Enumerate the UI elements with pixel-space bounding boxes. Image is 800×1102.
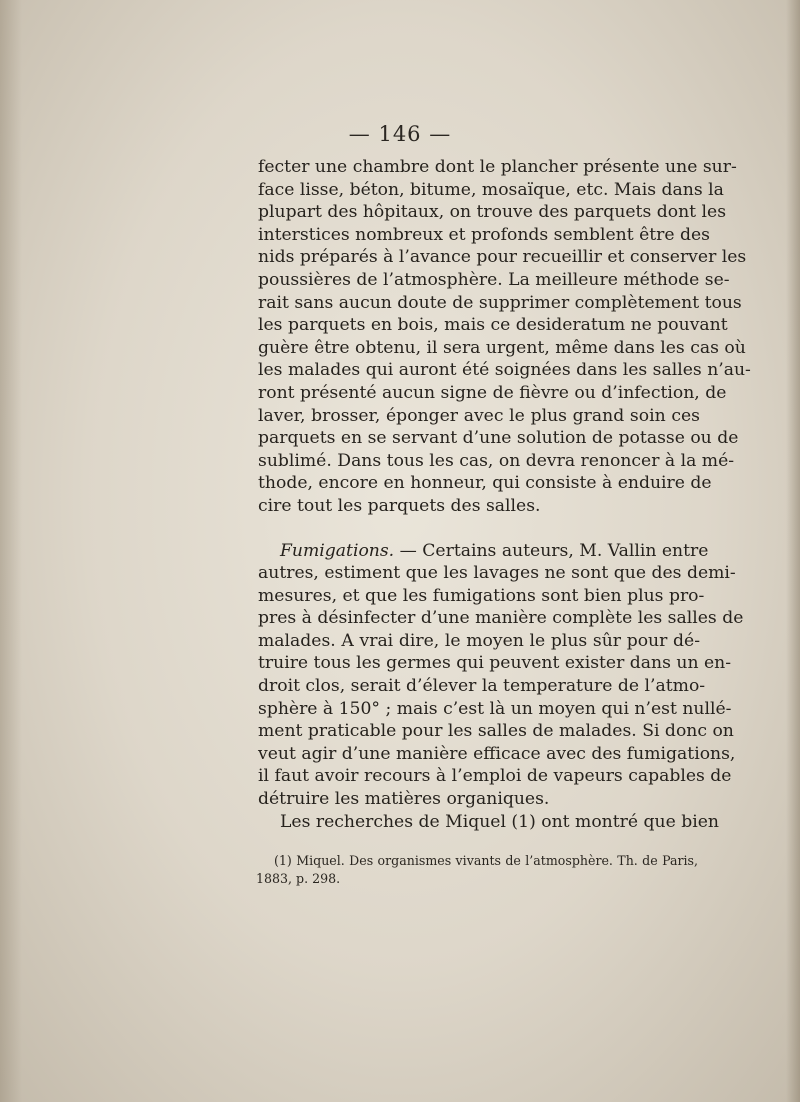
text-line: ment praticable pour les salles de malades. Si donc on [258,721,734,742]
text-line: truire tous les germes qui peuvent exister dans un en- [258,653,732,674]
text-line: sphère à 150° ; mais c’est là un moyen qui n’est nullé- [258,698,732,719]
text-line: veut agir d’une manière efficace avec des fumigations, [258,743,736,764]
text-line: guère être obtenu, il sera urgent, même dans les cas où [258,337,746,358]
page-right-shadow [786,0,800,1102]
text-line: Les recherches de Miquel (1) ont montré que bien [280,811,719,832]
text-line: ront présenté aucun signe de fièvre ou d’infection, de [258,382,727,403]
text-line: sublimé. Dans tous les cas, on devra renoncer à la mé- [258,450,735,471]
text-line: droit clos, serait d’élever la temperature de l’atmo- [258,676,706,697]
text-line: les parquets en bois, mais ce desideratum ne pouvant [258,315,728,336]
page-number: — 146 — [348,122,452,146]
text-line: mesures, et que les fumigations sont bien plus pro- [258,585,705,606]
page-left-shadow [0,0,22,1102]
text-fragment: — Certains auteurs, M. Vallin entre [399,540,709,561]
text-line: malades. A vrai dire, le moyen le plus sûr pour dé- [258,630,700,651]
text-line: cire tout les parquets des salles. [258,495,541,516]
text-line: laver, brosser, éponger avec le plus grand soin ces [258,405,700,426]
text-line: fecter une chambre dont le plancher présente une sur- [258,157,737,177]
text-line: rait sans aucun doute de supprimer complètement tous [258,292,742,313]
footnote-line: 1883, p. 298. [256,871,341,887]
text-line: parquets en se servant d’une solution de potasse ou de [258,428,739,449]
paragraph-gap [258,518,700,540]
text-line: il faut avoir recours à l’emploi de vapeurs capables de [258,766,732,787]
text-line: nids préparés à l’avance pour recueillir et conserver les [258,247,747,268]
footnote-line: (1) Miquel. Des organismes vivants de l’atmosphère. Th. de Paris, [274,853,698,868]
text-line: poussières de l’atmosphère. La meilleure méthode se- [258,269,730,290]
text-line: détruire les matières organiques. [258,789,550,810]
text-line: autres, estiment que les lavages ne sont que des demi- [258,563,736,584]
body-text [258,156,751,833]
text-line: les malades qui auront été soignées dans les salles n’au- [258,360,751,381]
text-line: interstices nombreux et profonds semblent être des [258,224,710,245]
footnote [256,852,698,889]
text-line: pres à désinfecter d’une manière complète les salles de [258,608,744,629]
section-heading-line [258,540,709,563]
text-line: plupart des hôpitaux, on trouve des parquets dont les [258,202,727,223]
section-heading: Fumigations. [280,540,395,561]
text-line: face lisse, béton, bitume, mosaïque, etc. Mais dans la [258,179,724,200]
text-line: thode, encore en honneur, qui consiste à enduire de [258,473,712,494]
